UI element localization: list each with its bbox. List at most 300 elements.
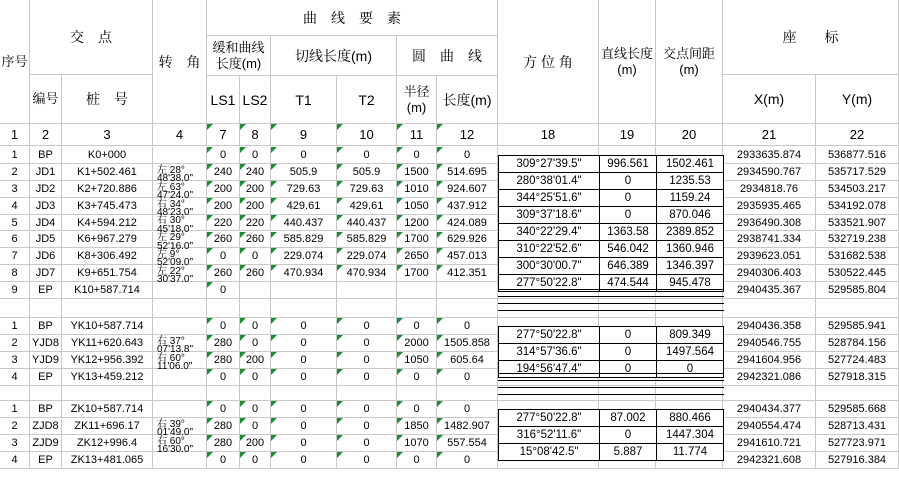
cell-l[interactable] <box>437 181 498 198</box>
column-number[interactable] <box>240 124 271 146</box>
cell-ls1[interactable] <box>207 452 240 469</box>
cell-ls1[interactable] <box>207 265 240 282</box>
cell-ls2[interactable] <box>240 181 271 198</box>
cell-ls2[interactable] <box>240 452 271 469</box>
segment-az[interactable] <box>498 189 600 207</box>
cell-x[interactable] <box>723 369 816 386</box>
cell-y[interactable] <box>816 248 899 265</box>
cell-t2[interactable] <box>337 435 397 452</box>
segment-az[interactable] <box>498 155 600 173</box>
header-azimuth[interactable] <box>498 0 599 124</box>
segment-sl[interactable] <box>599 223 657 241</box>
segment-az[interactable] <box>498 240 600 258</box>
segment-sl[interactable] <box>599 240 657 258</box>
cell-ls1[interactable] <box>207 147 240 164</box>
cell-l[interactable] <box>437 452 498 469</box>
cell-ls2[interactable] <box>240 352 271 369</box>
column-number[interactable] <box>599 124 656 146</box>
cell-ls2[interactable] <box>240 147 271 164</box>
cell-r[interactable] <box>397 318 437 335</box>
cell-r[interactable] <box>397 181 437 198</box>
cell-ls1[interactable] <box>207 164 240 181</box>
cell-t1[interactable] <box>271 452 337 469</box>
header-coords[interactable] <box>723 0 899 75</box>
cell-station[interactable] <box>62 248 153 265</box>
cell-ls1[interactable] <box>207 215 240 232</box>
segment-az[interactable] <box>498 426 600 444</box>
cell-x[interactable] <box>723 215 816 232</box>
cell-ls2[interactable] <box>240 435 271 452</box>
cell-l[interactable] <box>437 248 498 265</box>
cell-y[interactable] <box>816 164 899 181</box>
cell-y[interactable] <box>816 215 899 232</box>
cell-x[interactable] <box>723 265 816 282</box>
cell-x[interactable] <box>723 181 816 198</box>
segment-sl[interactable] <box>599 443 657 461</box>
column-number[interactable] <box>816 124 899 146</box>
segment-az[interactable] <box>498 443 600 461</box>
cell-no[interactable] <box>30 248 62 265</box>
cell-seq[interactable] <box>0 352 30 369</box>
cell-y[interactable] <box>816 265 899 282</box>
cell-no[interactable] <box>30 198 62 215</box>
segment-d[interactable] <box>656 343 724 361</box>
cell-t2[interactable] <box>337 335 397 352</box>
blank-cell[interactable] <box>240 385 271 401</box>
cell-t1[interactable] <box>271 418 337 435</box>
cell-t1[interactable] <box>271 335 337 352</box>
column-number[interactable] <box>0 124 30 146</box>
cell-y[interactable] <box>816 282 899 299</box>
cell-t1[interactable] <box>271 435 337 452</box>
cell-no[interactable] <box>30 215 62 232</box>
cell-t2[interactable] <box>337 418 397 435</box>
cell-ls2[interactable] <box>240 232 271 249</box>
column-number[interactable] <box>397 124 437 146</box>
cell-x[interactable] <box>723 435 816 452</box>
cell-station[interactable] <box>62 181 153 198</box>
cell-seq[interactable] <box>0 232 30 249</box>
column-number[interactable] <box>437 124 498 146</box>
cell-t1[interactable] <box>271 147 337 164</box>
cell-y[interactable] <box>816 181 899 198</box>
header-ls1[interactable] <box>207 76 240 124</box>
cell-seq[interactable] <box>0 265 30 282</box>
cell-t2[interactable] <box>337 452 397 469</box>
blank-cell[interactable] <box>153 299 207 318</box>
cell-station[interactable] <box>62 401 153 418</box>
cell-x[interactable] <box>723 232 816 249</box>
header-ip-station[interactable] <box>62 75 153 124</box>
blank-cell[interactable] <box>207 299 240 318</box>
cell-ls1[interactable] <box>207 352 240 369</box>
cell-t1[interactable] <box>271 282 337 299</box>
cell-x[interactable] <box>723 248 816 265</box>
blank-cell[interactable] <box>397 299 437 318</box>
blank-cell[interactable] <box>498 299 599 318</box>
cell-ls1[interactable] <box>207 435 240 452</box>
cell-y[interactable] <box>816 232 899 249</box>
blank-cell[interactable] <box>271 385 337 401</box>
cell-r[interactable] <box>397 164 437 181</box>
cell-t2[interactable] <box>337 369 397 386</box>
segment-sl[interactable] <box>599 343 657 361</box>
column-number[interactable] <box>723 124 816 146</box>
cell-x[interactable] <box>723 164 816 181</box>
cell-x[interactable] <box>723 318 816 335</box>
cell-t2[interactable] <box>337 232 397 249</box>
segment-sl[interactable] <box>599 189 657 207</box>
header-x[interactable] <box>723 75 816 124</box>
header-ip-dist[interactable] <box>656 0 723 124</box>
cell-ls1[interactable] <box>207 282 240 299</box>
turn-angle-value: 01'49.0" <box>157 427 194 439</box>
cell-empty[interactable] <box>153 147 207 164</box>
segment-sl[interactable] <box>599 409 657 427</box>
cell-seq[interactable] <box>0 401 30 418</box>
cell-r[interactable] <box>397 335 437 352</box>
blank-cell[interactable] <box>30 385 62 401</box>
cell-l[interactable] <box>437 369 498 386</box>
segment-sl[interactable] <box>599 172 657 190</box>
segment-d[interactable] <box>656 360 724 378</box>
blank-cell[interactable] <box>723 385 816 401</box>
cell-x[interactable] <box>723 147 816 164</box>
blank-cell[interactable] <box>0 385 30 401</box>
cell-station[interactable] <box>62 282 153 299</box>
segment-sl[interactable] <box>599 360 657 378</box>
segment-d[interactable] <box>656 155 724 173</box>
cell-seq[interactable] <box>0 164 30 181</box>
header-tangent-len[interactable] <box>271 36 397 76</box>
blank-cell[interactable] <box>271 299 337 318</box>
cell-y[interactable] <box>816 369 899 386</box>
cell-t2[interactable] <box>337 164 397 181</box>
cell-r[interactable] <box>397 282 437 299</box>
cell-t2[interactable] <box>337 265 397 282</box>
cell-t2-text: 0 <box>363 353 370 366</box>
blank-cell[interactable] <box>599 299 656 318</box>
cell-station[interactable] <box>62 435 153 452</box>
header-curve-elements[interactable] <box>207 0 498 36</box>
cell-l[interactable] <box>437 265 498 282</box>
cell-station[interactable] <box>62 215 153 232</box>
column-number[interactable] <box>153 124 207 146</box>
column-number[interactable] <box>62 124 153 146</box>
cell-ls1[interactable] <box>207 335 240 352</box>
cell-r[interactable] <box>397 352 437 369</box>
cell-seq[interactable] <box>0 452 30 469</box>
segment-d[interactable] <box>656 426 724 444</box>
segment-d[interactable] <box>656 409 724 427</box>
cell-no[interactable] <box>30 282 62 299</box>
cell-no[interactable] <box>30 164 62 181</box>
cell-no[interactable] <box>30 401 62 418</box>
cell-ls2[interactable] <box>240 265 271 282</box>
cell-ls1[interactable] <box>207 181 240 198</box>
segment-sl[interactable] <box>599 326 657 344</box>
cell-station[interactable] <box>62 318 153 335</box>
cell-x-text: 2942321.608 <box>736 453 802 466</box>
cell-ls2[interactable] <box>240 318 271 335</box>
cell-y[interactable] <box>816 401 899 418</box>
header-y[interactable] <box>816 75 899 124</box>
header-ls2[interactable] <box>240 76 271 124</box>
header-curve-len[interactable] <box>437 76 498 124</box>
header-circular[interactable] <box>397 36 498 76</box>
cell-x-text: 2933635.874 <box>736 148 802 161</box>
cell-station-text: K8+306.492 <box>77 250 137 263</box>
cell-t2[interactable] <box>337 181 397 198</box>
segment-d[interactable] <box>656 206 724 224</box>
cell-r[interactable] <box>397 232 437 249</box>
segment-d[interactable] <box>656 443 724 461</box>
cell-seq[interactable] <box>0 181 30 198</box>
cell-ls1[interactable] <box>207 232 240 249</box>
cell-l[interactable] <box>437 147 498 164</box>
cell-ls1[interactable] <box>207 401 240 418</box>
blank-cell[interactable] <box>437 385 498 401</box>
segment-d[interactable] <box>656 257 724 275</box>
cell-r[interactable] <box>397 369 437 386</box>
blank-cell[interactable] <box>337 299 397 318</box>
column-number[interactable] <box>271 124 337 146</box>
cell-ls1[interactable] <box>207 418 240 435</box>
cell-ls1[interactable] <box>207 318 240 335</box>
segment-az[interactable] <box>498 360 600 378</box>
header-straight-len[interactable] <box>599 0 656 124</box>
cell-ls2[interactable] <box>240 215 271 232</box>
cell-ls1[interactable] <box>207 198 240 215</box>
cell-no[interactable] <box>30 452 62 469</box>
cell-l[interactable] <box>437 232 498 249</box>
cell-r[interactable] <box>397 215 437 232</box>
cell-t2[interactable] <box>337 282 397 299</box>
segment-sl[interactable] <box>599 206 657 224</box>
cell-t1[interactable] <box>271 215 337 232</box>
cell-seq[interactable] <box>0 318 30 335</box>
blank-cell[interactable] <box>153 385 207 401</box>
cell-no[interactable] <box>30 352 62 369</box>
cell-station[interactable] <box>62 147 153 164</box>
cell-t1[interactable] <box>271 318 337 335</box>
cell-x[interactable] <box>723 282 816 299</box>
cell-no[interactable] <box>30 181 62 198</box>
cell-x[interactable] <box>723 401 816 418</box>
blank-cell[interactable] <box>30 299 62 318</box>
cell-y[interactable] <box>816 352 899 369</box>
header-transition-len[interactable] <box>207 36 271 76</box>
cell-seq[interactable] <box>0 147 30 164</box>
cell-ls2[interactable] <box>240 164 271 181</box>
cell-station[interactable] <box>62 369 153 386</box>
cell-t1[interactable] <box>271 352 337 369</box>
column-number[interactable] <box>337 124 397 146</box>
blank-cell[interactable] <box>240 299 271 318</box>
blank-cell[interactable] <box>723 299 816 318</box>
cell-station[interactable] <box>62 198 153 215</box>
cell-no[interactable] <box>30 335 62 352</box>
cell-y[interactable] <box>816 318 899 335</box>
cell-seq[interactable] <box>0 418 30 435</box>
cell-station[interactable] <box>62 232 153 249</box>
segment-sl[interactable] <box>599 257 657 275</box>
cell-t1[interactable] <box>271 265 337 282</box>
cell-t2[interactable] <box>337 318 397 335</box>
cell-ls2[interactable] <box>240 418 271 435</box>
header-ip-no[interactable] <box>30 75 62 124</box>
cell-y[interactable] <box>816 335 899 352</box>
header-t1[interactable] <box>271 76 337 124</box>
segment-az[interactable] <box>498 326 600 344</box>
cell-r[interactable] <box>397 147 437 164</box>
cell-seq[interactable] <box>0 335 30 352</box>
segment-az[interactable] <box>498 223 600 241</box>
cell-t1[interactable] <box>271 164 337 181</box>
cell-empty[interactable] <box>153 318 207 335</box>
cell-t2[interactable] <box>337 401 397 418</box>
cell-ls2[interactable] <box>240 401 271 418</box>
cell-l[interactable] <box>437 282 498 299</box>
cell-t1[interactable] <box>271 401 337 418</box>
cell-r[interactable] <box>397 265 437 282</box>
cell-x[interactable] <box>723 352 816 369</box>
header-t2[interactable] <box>337 76 397 124</box>
header-seq[interactable] <box>0 0 30 124</box>
blank-cell[interactable] <box>816 299 899 318</box>
column-number[interactable] <box>656 124 723 146</box>
cell-t1[interactable] <box>271 369 337 386</box>
blank-cell[interactable] <box>337 385 397 401</box>
segment-d[interactable] <box>656 326 724 344</box>
segment-az[interactable] <box>498 206 600 224</box>
cell-l-text: 557.554 <box>447 436 487 449</box>
cell-l[interactable] <box>437 335 498 352</box>
segment-d[interactable] <box>656 172 724 190</box>
cell-empty[interactable] <box>153 401 207 418</box>
blank-cell[interactable] <box>656 299 723 318</box>
cell-ls2[interactable] <box>240 248 271 265</box>
cell-l[interactable] <box>437 401 498 418</box>
cell-station[interactable] <box>62 164 153 181</box>
cell-y[interactable] <box>816 435 899 452</box>
header-turn-angle[interactable] <box>153 0 207 124</box>
cell-t1[interactable] <box>271 248 337 265</box>
cell-t2[interactable] <box>337 248 397 265</box>
cell-y[interactable] <box>816 418 899 435</box>
blank-cell[interactable] <box>816 385 899 401</box>
segment-az[interactable] <box>498 409 600 427</box>
cell-no[interactable] <box>30 435 62 452</box>
cell-r[interactable] <box>397 418 437 435</box>
cell-station[interactable] <box>62 352 153 369</box>
cell-no[interactable] <box>30 147 62 164</box>
cell-station[interactable] <box>62 335 153 352</box>
segment-d[interactable] <box>656 189 724 207</box>
blank-cell[interactable] <box>62 299 153 318</box>
cell-y[interactable] <box>816 198 899 215</box>
cell-r[interactable] <box>397 435 437 452</box>
cell-t2[interactable] <box>337 147 397 164</box>
cell-seq[interactable] <box>0 248 30 265</box>
cell-ls2[interactable] <box>240 282 271 299</box>
cell-r[interactable] <box>397 248 437 265</box>
cell-ls1[interactable] <box>207 369 240 386</box>
blank-cell[interactable] <box>437 299 498 318</box>
cell-ls2[interactable] <box>240 335 271 352</box>
column-number[interactable] <box>207 124 240 146</box>
cell-l[interactable] <box>437 318 498 335</box>
cell-l[interactable] <box>437 198 498 215</box>
cell-no[interactable] <box>30 232 62 249</box>
cell-t2[interactable] <box>337 198 397 215</box>
cell-x[interactable] <box>723 198 816 215</box>
segment-az[interactable] <box>498 172 600 190</box>
cell-r[interactable] <box>397 401 437 418</box>
segment-sl[interactable] <box>599 426 657 444</box>
cell-t2[interactable] <box>337 215 397 232</box>
cell-ls2[interactable] <box>240 369 271 386</box>
column-number[interactable] <box>30 124 62 146</box>
blank-cell[interactable] <box>62 385 153 401</box>
cell-x[interactable] <box>723 335 816 352</box>
segment-sl[interactable] <box>599 155 657 173</box>
cell-seq[interactable] <box>0 435 30 452</box>
cell-no[interactable] <box>30 318 62 335</box>
segment-d[interactable] <box>656 240 724 258</box>
cell-station[interactable] <box>62 418 153 435</box>
cell-x[interactable] <box>723 418 816 435</box>
cell-t1[interactable] <box>271 198 337 215</box>
cell-seq[interactable] <box>0 369 30 386</box>
cell-l[interactable] <box>437 215 498 232</box>
cell-station[interactable] <box>62 265 153 282</box>
cell-no[interactable] <box>30 418 62 435</box>
blank-cell[interactable] <box>397 385 437 401</box>
cell-r[interactable] <box>397 198 437 215</box>
header-radius[interactable] <box>397 76 437 124</box>
cell-ls1[interactable] <box>207 248 240 265</box>
turn-angle-value: 右 37° <box>157 335 185 347</box>
cell-l[interactable] <box>437 164 498 181</box>
segment-d[interactable] <box>656 223 724 241</box>
blank-cell[interactable] <box>0 299 30 318</box>
cell-y[interactable] <box>816 147 899 164</box>
cell-t2[interactable] <box>337 352 397 369</box>
cell-ls2[interactable] <box>240 198 271 215</box>
cell-t1[interactable] <box>271 181 337 198</box>
cell-y[interactable] <box>816 452 899 469</box>
cell-t1[interactable] <box>271 232 337 249</box>
cell-no[interactable] <box>30 369 62 386</box>
cell-no[interactable] <box>30 265 62 282</box>
cell-l[interactable] <box>437 352 498 369</box>
cell-seq[interactable] <box>0 198 30 215</box>
cell-r[interactable] <box>397 452 437 469</box>
cell-l-text: 1505.858 <box>444 336 490 349</box>
cell-seq[interactable] <box>0 215 30 232</box>
blank-cell[interactable] <box>207 385 240 401</box>
column-number[interactable] <box>498 124 599 146</box>
segment-az[interactable] <box>498 343 600 361</box>
segment-az[interactable] <box>498 257 600 275</box>
cell-station[interactable] <box>62 452 153 469</box>
cell-l[interactable] <box>437 435 498 452</box>
cell-l[interactable] <box>437 418 498 435</box>
cell-x[interactable] <box>723 452 816 469</box>
cell-seq[interactable] <box>0 282 30 299</box>
header-ip[interactable] <box>30 0 153 75</box>
